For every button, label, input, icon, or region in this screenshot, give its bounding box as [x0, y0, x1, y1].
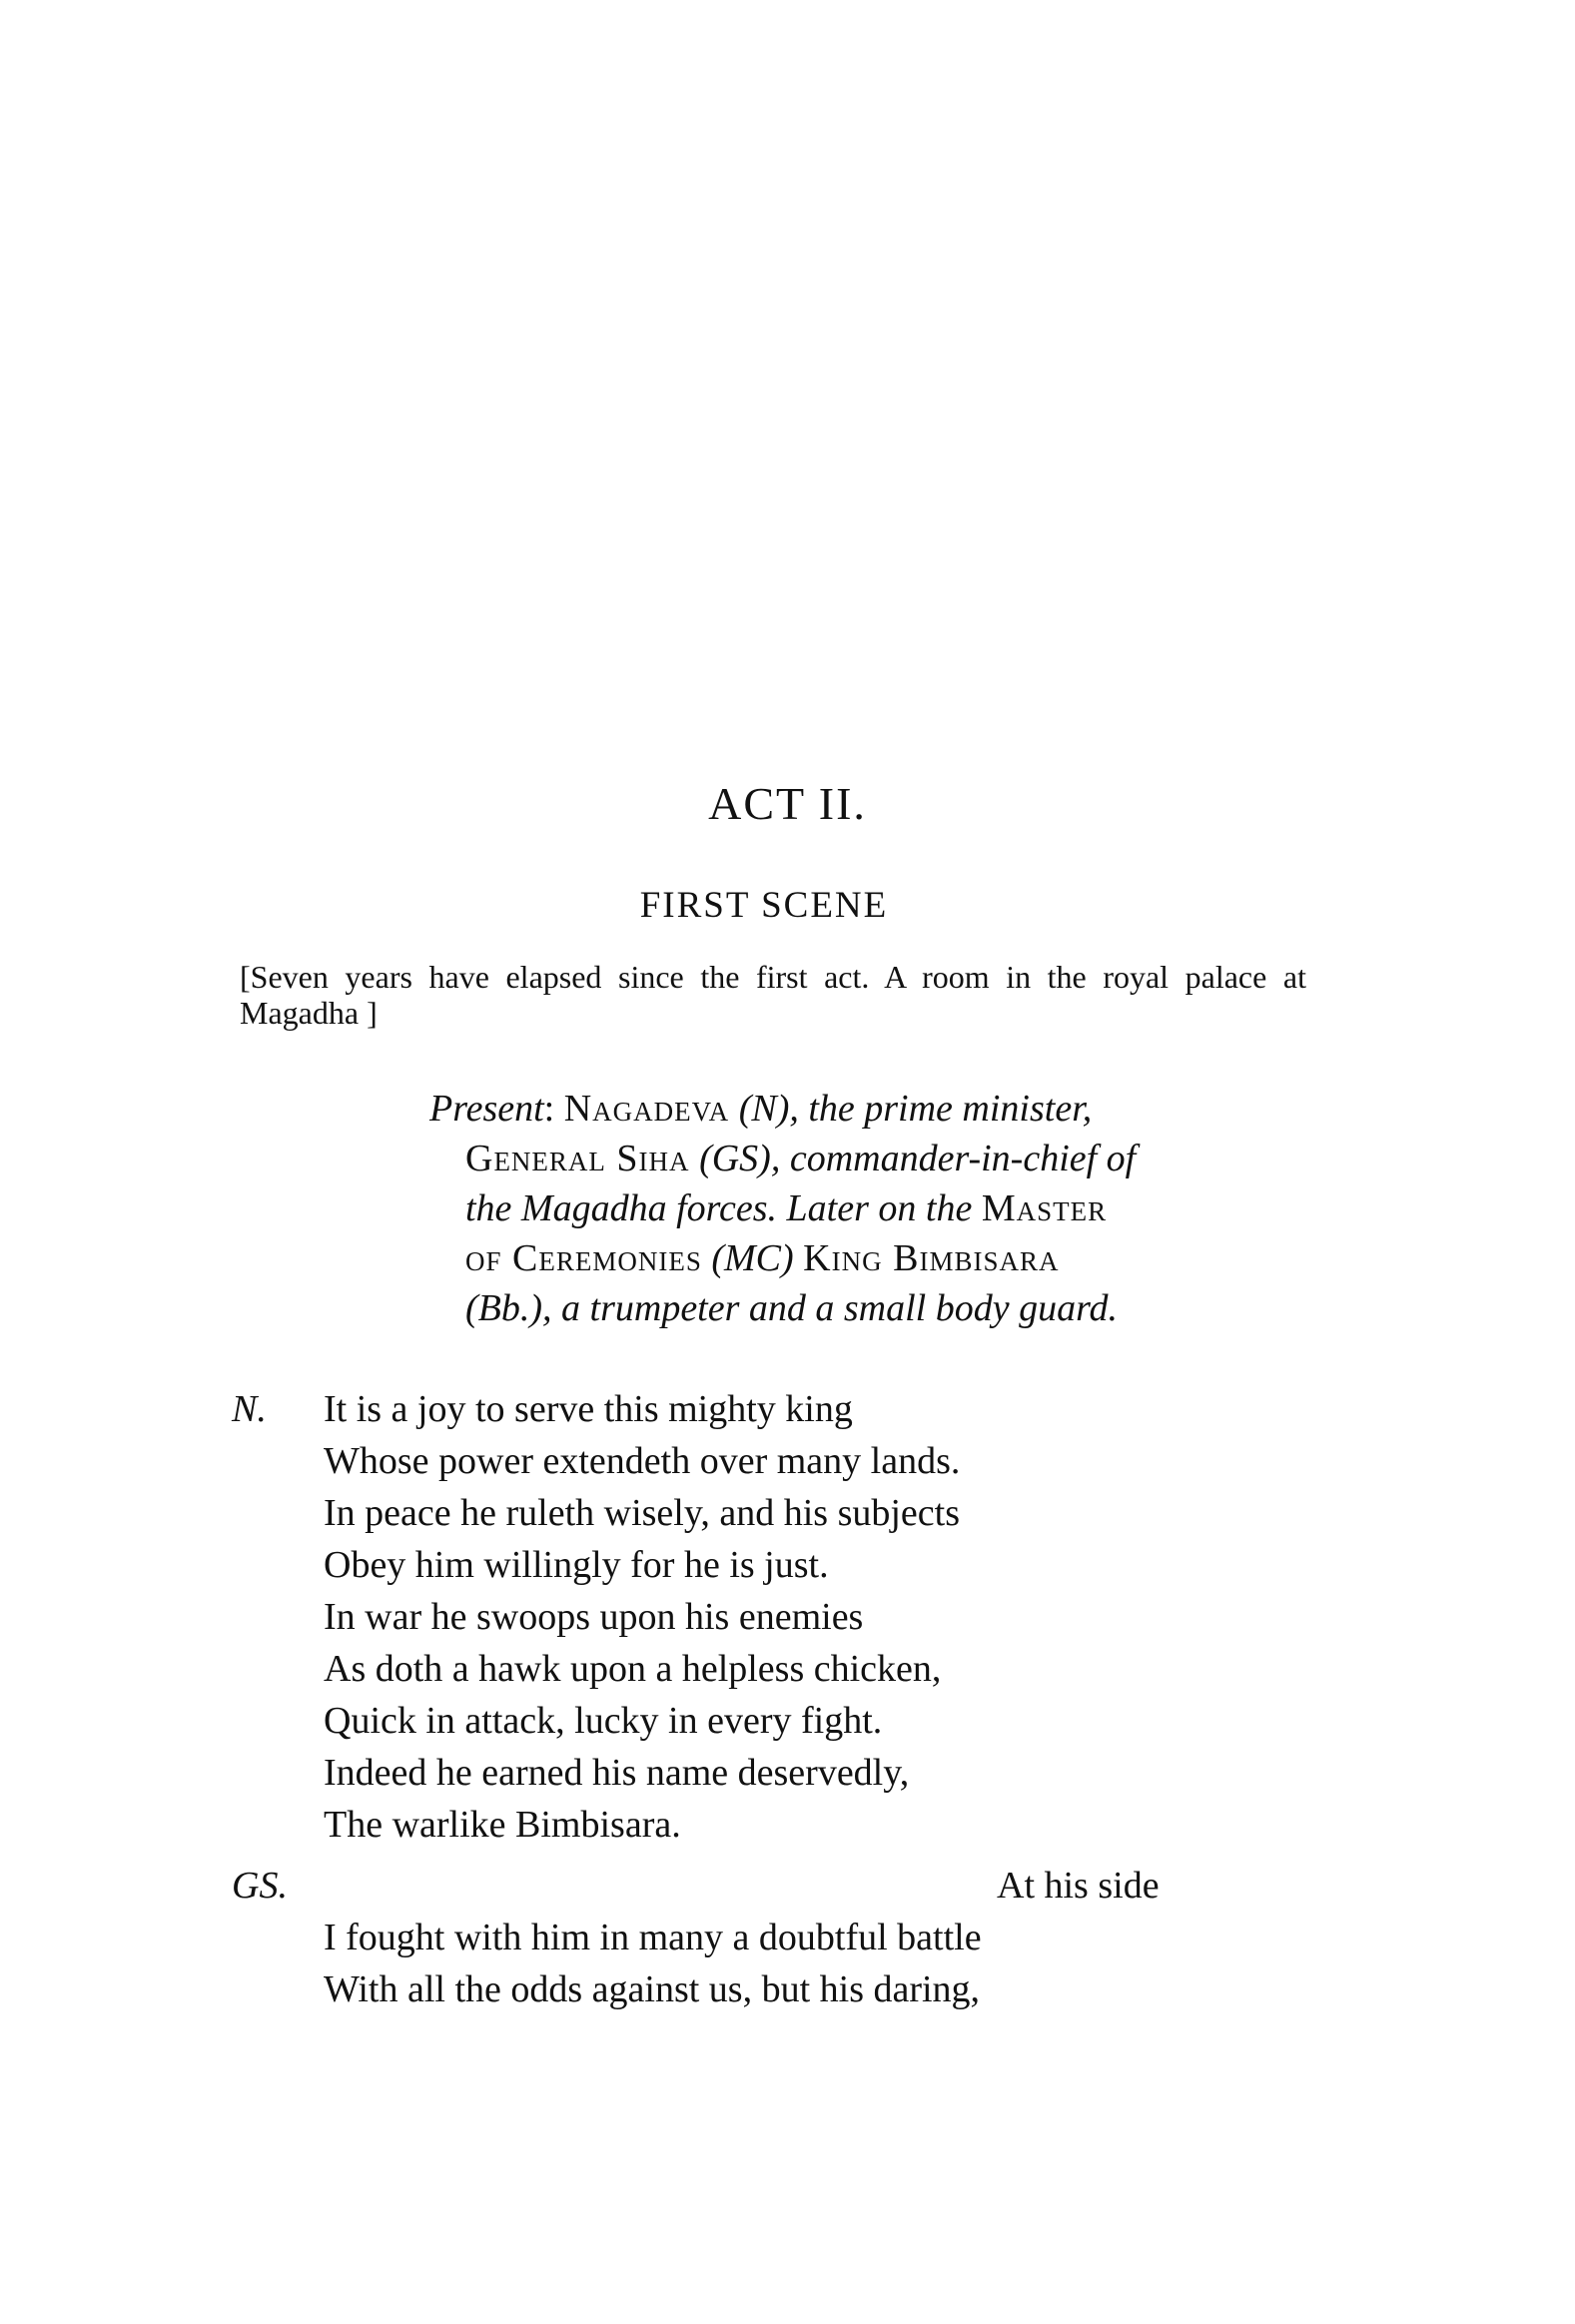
character-name: General Siha	[465, 1138, 690, 1179]
character-abbreviation: (GS)	[699, 1138, 771, 1179]
verse-lines	[324, 1860, 1160, 2015]
cast-line	[429, 1084, 1308, 1134]
stage-direction: [Seven years have elapsed since the first act. A room in the royal palace at Magadha ]	[240, 959, 1306, 1031]
verse-line: In peace he ruleth wisely, and his subjects	[324, 1492, 961, 1534]
cast-line	[429, 1233, 1308, 1283]
character-name: of Ceremonies	[465, 1237, 702, 1279]
character-abbreviation: (N)	[738, 1088, 790, 1130]
character-description: , the prime minister,	[789, 1088, 1093, 1130]
cast-line	[429, 1183, 1308, 1233]
verse-line: With all the odds against us, but his daring,	[324, 1968, 981, 2010]
cast-line	[429, 1283, 1308, 1333]
verse-line: Obey him willingly for he is just.	[324, 1544, 829, 1586]
verse-line: Whose power extendeth over many lands.	[324, 1440, 961, 1482]
speaker-label: GS.	[232, 1865, 288, 1907]
character-name: Nagadeva	[563, 1088, 730, 1130]
character-abbreviation: (Bb.)	[465, 1287, 543, 1329]
cast-line	[429, 1134, 1308, 1183]
character-description: the Magadha forces. Later on the	[465, 1187, 973, 1229]
verse-line: As doth a hawk upon a helpless chicken,	[324, 1648, 942, 1690]
character-abbreviation: (MC)	[711, 1237, 794, 1279]
scene-title: FIRST SCENE	[639, 885, 889, 926]
verse-line: It is a joy to serve this mighty king	[324, 1388, 853, 1430]
verse-line: The warlike Bimbisara.	[324, 1804, 681, 1846]
verse-line: Quick in attack, lucky in every fight.	[324, 1700, 883, 1742]
present-label: Present	[429, 1088, 544, 1130]
verse-line: In war he swoops upon his enemies	[324, 1596, 864, 1638]
character-name: Master	[981, 1187, 1108, 1229]
verse-line: I fought with him in many a doubtful battle	[324, 1917, 982, 1958]
character-description: , commander-in-chief of	[770, 1138, 1137, 1179]
verse-line	[324, 1860, 1160, 1912]
speaker-label: N.	[232, 1388, 267, 1430]
present-colon: :	[543, 1088, 555, 1130]
character-description: , a trumpeter and a small body guard.	[542, 1287, 1118, 1329]
verse-line-text: At his side	[997, 1865, 1160, 1907]
verse-line: Indeed he earned his name deservedly,	[324, 1752, 910, 1794]
act-title: ACT II.	[708, 778, 867, 829]
cast-list	[429, 1084, 1308, 1333]
verse-lines	[324, 1383, 960, 1851]
character-name: King Bimbisara	[803, 1237, 1060, 1279]
